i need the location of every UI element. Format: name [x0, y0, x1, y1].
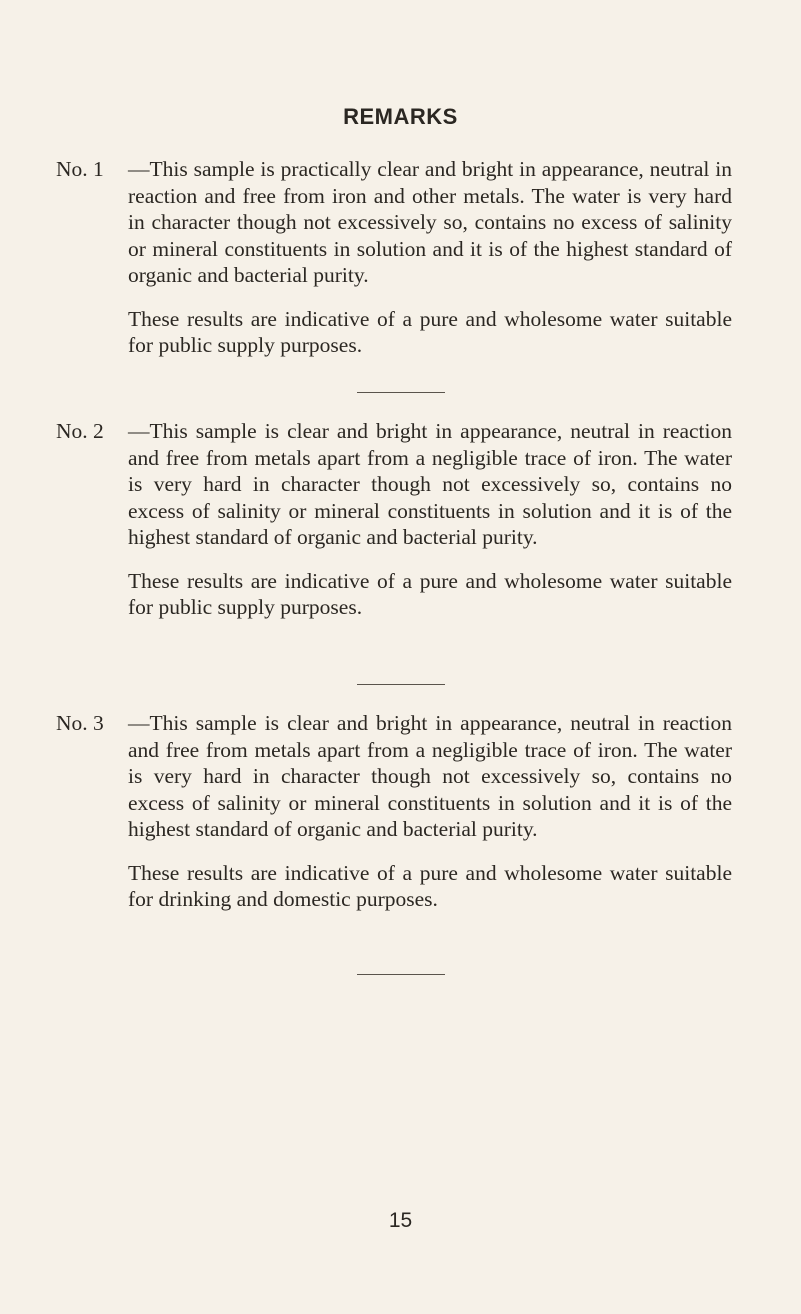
remark-number: No. 3 [56, 711, 104, 735]
page-number: 15 [388, 1209, 413, 1232]
remark-2 [56, 418, 732, 621]
remark-number: No. 2 [56, 419, 104, 443]
section-divider [357, 392, 445, 393]
page-heading: REMARKS [343, 104, 458, 129]
remark-text: —This sample is clear and bright in appearance, neutral in reaction and free from metals apart from a negligible trace of iron. The water is very hard in character though not excessively so, contains no excess of salinity or mineral constituents in solution and it is of the highest standard of organic and bacterial purity. [128, 711, 732, 841]
remark-number: No. 1 [56, 157, 104, 181]
section-divider [357, 684, 445, 685]
remark-text: —This sample is clear and bright in appearance, neutral in reaction and free from metals apart from a negligible trace of iron. The water is very hard in character though not excessively so, contains no excess of salinity or mineral constituents in solution and it is of the highest standard of organic and bacterial purity. [128, 419, 732, 549]
section-divider [357, 974, 445, 975]
remark-conclusion: These results are indicative of a pure and wholesome water suitable for public supply purposes. [128, 306, 732, 357]
remark-1 [56, 156, 732, 359]
remark-conclusion: These results are indicative of a pure and wholesome water suitable for public supply purposes. [128, 568, 732, 619]
remark-3 [56, 710, 732, 913]
remark-text: —This sample is practically clear and bright in appearance, neutral in reaction and free from iron and other metals. The water is very hard in character though not excessively so, contains no excess of salinity or mineral constituents in solution and it is of the highest standard of organic and bacterial purity. [128, 157, 732, 287]
remark-conclusion: These results are indicative of a pure and wholesome water suitable for drinking and domestic purposes. [128, 860, 732, 911]
